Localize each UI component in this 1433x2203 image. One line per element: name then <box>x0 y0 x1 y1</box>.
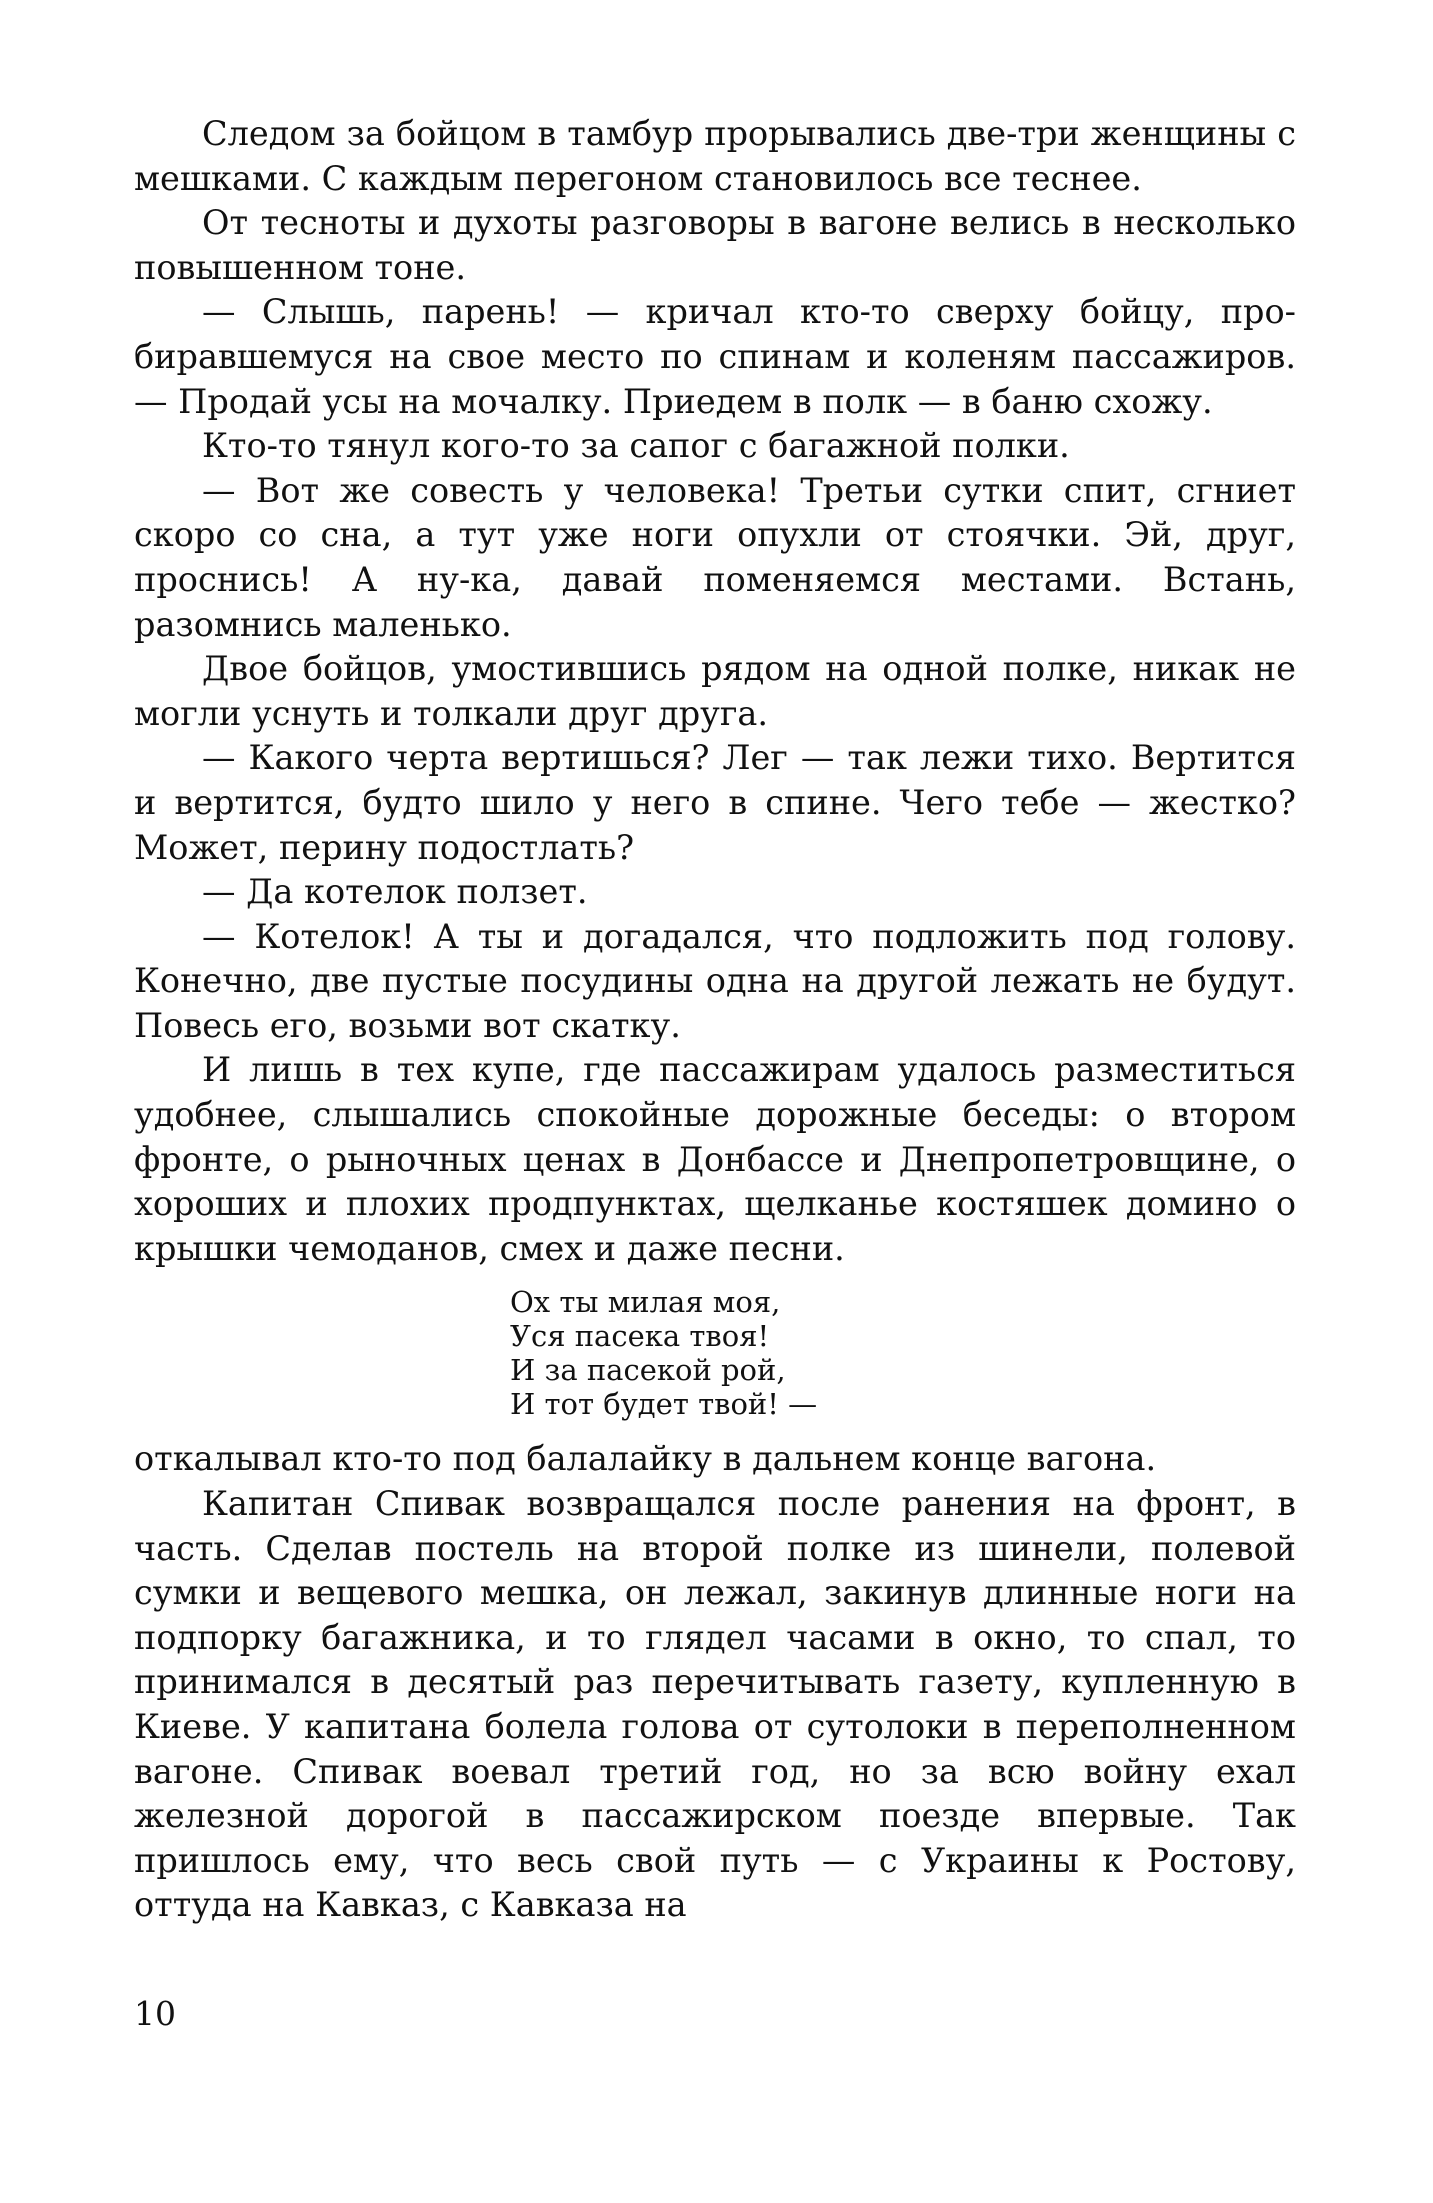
paragraph-crowded-vestibule: Следом за бойцом в тамбур прорывались две-три женщины с мешками. С каждым перегоном становилось все теснее. <box>134 114 1296 198</box>
verse-line: И за пасекой рой, <box>510 1353 786 1388</box>
page-number: 10 <box>134 1994 176 2033</box>
book-page <box>134 112 1296 1928</box>
paragraph-two-soldiers: Двое бойцов, умостившись рядом на одной полке, никак не могли уснуть и толкали друг друга. <box>134 649 1296 733</box>
paragraph-raised-voices: От тесноты и духоты разговоры в вагоне велись в несколько повышенном тоне. <box>134 203 1296 287</box>
verse-line: Ох ты милая моя, <box>510 1285 781 1320</box>
verse-line: Уся пасека твоя! <box>510 1319 770 1354</box>
paragraph-captain-spivak: Капитан Спивак возвращался после ранения на фронт, в часть. Сделав постель на второй полке из шинели, полевой сумки и вещевого мешка, он лежал, закинув длинные ноги на подпорку багажника, и то глядел часами в окно, то спал, то принимался в десятый раз перечитывать газету, купленную в Киеве. У капитана болела голова от сутолоки в переполненном вагоне. Спивак воевал третий год, но за всю войну ехал железной дорогой в пассажирском поезде впервые. Так пришлось ему, что весь свой путь — с Украины к Ростову, оттуда на Кавказ, с Кавказа на <box>134 1484 1296 1925</box>
paragraph-stop-fidgeting: — Какого черта вертишься? Лег — так лежи тихо. Вертится и вертится, будто шило у него в спине. Чего тебе — жестко? Может, перину подостлать? <box>134 738 1296 867</box>
paragraph-kettle-retort: — Котелок! А ты и догадался, что подложить под голову. Конечно, две пустые посудины одна на другой лежать не будут. Повесь его, возьми вот скатку. <box>134 916 1296 1045</box>
paragraph-mustache-joke: — Слышь, парень! — кричал кто-то сверху бойцу, пробиравшемуся на свое место по спинам и коленям пассажиров. — Продай усы на мочалку. Приедем в полк — в баню схожу. <box>134 292 1296 421</box>
paragraph-kettle-reply: — Да котелок ползет. <box>202 872 588 912</box>
paragraph-sleeping-passenger: — Вот же совесть у человека! Третьи сутки спит, сгниет скоро со сна, а тут уже ноги опухли от стоячки. Эй, друг, проснись! А ну-ка, давай поменяемся местами. Встань, разомнись маленько. <box>134 470 1296 644</box>
paragraph-calm-conversations: И лишь в тех купе, где пассажирам удалось разместиться удобнее, слышались спокойные дорожные беседы: о втором фронте, о рыночных ценах в Донбассе и Днепропетровщине, о хороших и плохих продпунктах, щелканье костяшек домино о крышки чемоданов, смех и даже песни. <box>134 1050 1296 1268</box>
paragraph-boot-pulling: Кто-то тянул кого-то за сапог с багажной полки. <box>202 426 1070 466</box>
paragraph-balalaika: откалывал кто-то под балалайку в дальнем конце вагона. <box>134 1439 1157 1479</box>
verse-line: И тот будет твой! — <box>510 1387 818 1422</box>
song-verse <box>510 1285 1296 1421</box>
